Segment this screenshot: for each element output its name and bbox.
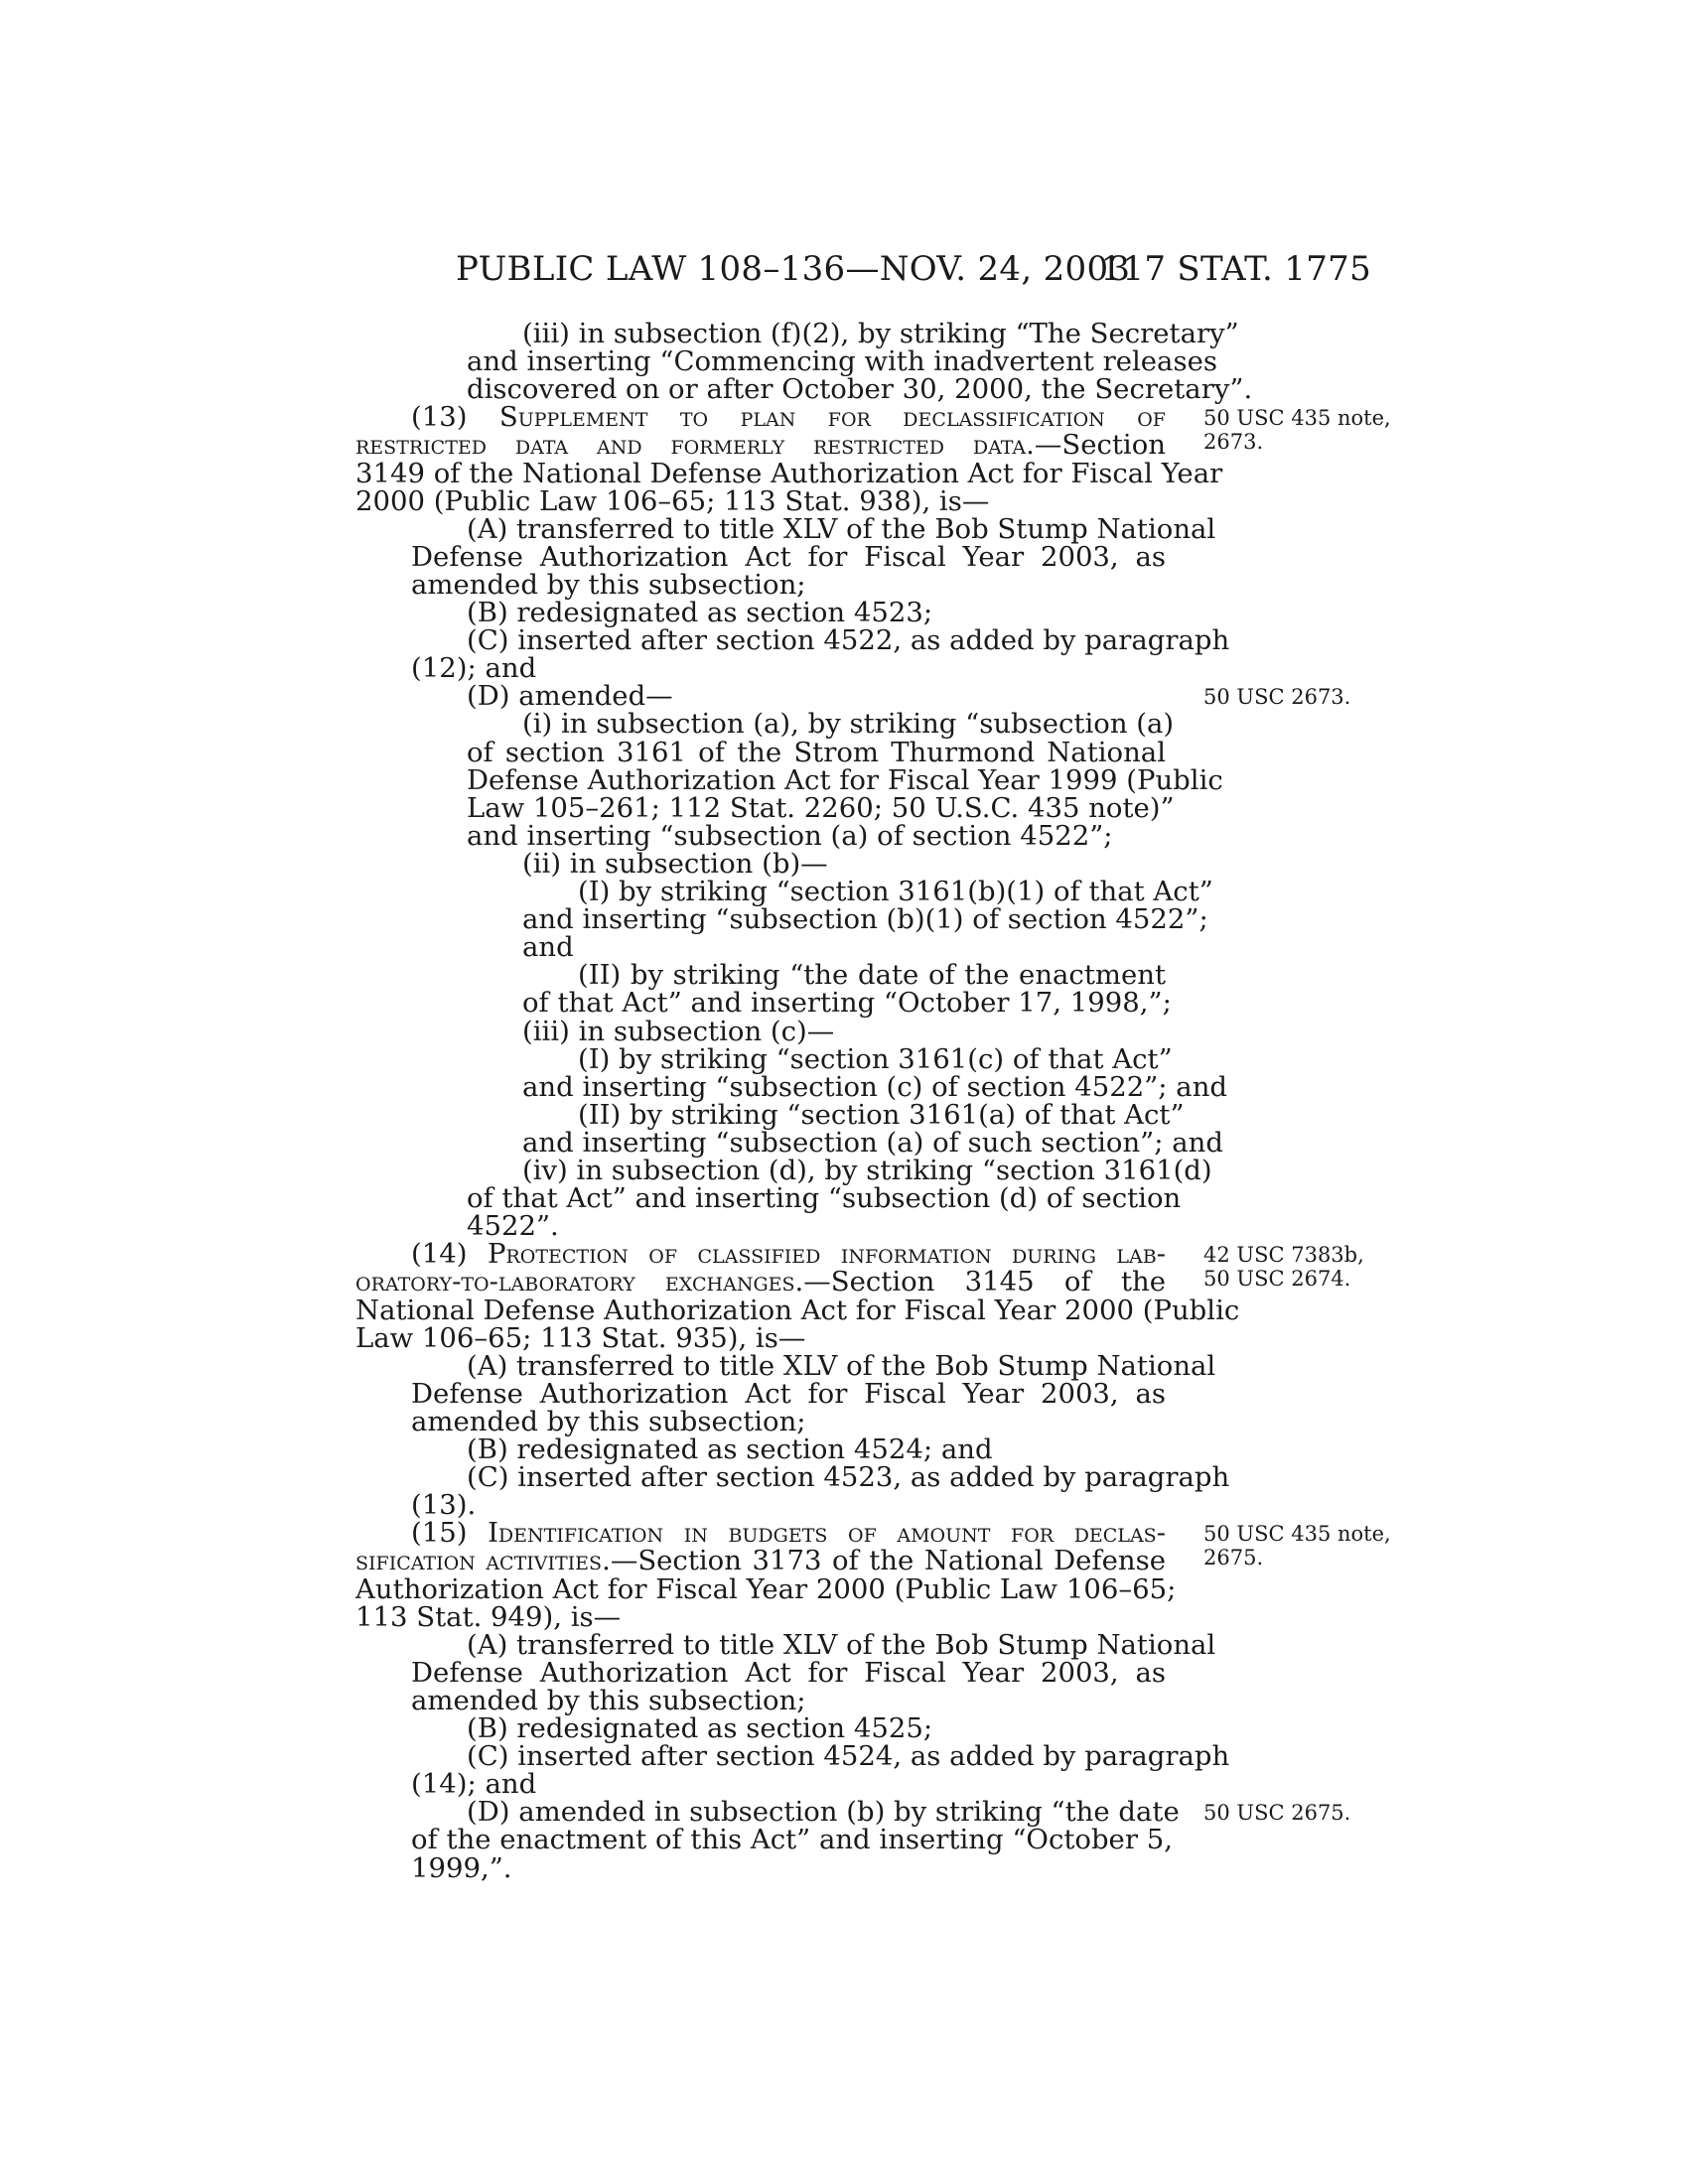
line-text: (13) [411, 401, 499, 434]
text-line [522, 903, 1208, 936]
text-line [411, 652, 1166, 685]
text-line [522, 1015, 1166, 1047]
text-line [522, 1126, 1223, 1159]
text-line [467, 680, 1166, 713]
margin-citation: 50 USC 2675. [1203, 1801, 1351, 1826]
text-line [578, 1042, 1173, 1075]
text-line [411, 1238, 1166, 1271]
text-line [578, 959, 1166, 992]
text-line [467, 736, 1166, 768]
text-line [467, 1714, 1166, 1742]
line-text-after-heading: —Section [1034, 429, 1166, 462]
text-line [467, 819, 1166, 852]
text-line [411, 1824, 1173, 1856]
line-text: Defense Authorization Act for Fiscal Year 1999 (Public [467, 763, 1223, 796]
text-line [522, 1070, 1228, 1103]
line-text: and inserting “Commencing with inadvertent releases [467, 345, 1217, 378]
line-text: of that Act” and inserting “October 17, 1998,”; [522, 987, 1172, 1020]
text-line [411, 1851, 1166, 1884]
text-line [467, 763, 1223, 796]
text-line [355, 1268, 1166, 1296]
line-text: 1999,”. [411, 1851, 512, 1884]
line-text: (ii) in subsection (b)— [522, 847, 828, 880]
section-heading: restricted data and formerly restricted data. [355, 429, 1035, 462]
line-text: (C) inserted after section 4524, as added by paragraph [467, 1740, 1230, 1773]
margin-citation: 50 USC 2674. [1203, 1267, 1351, 1292]
text-line [355, 1545, 1166, 1577]
line-text: (B) redesignated as section 4523; [467, 597, 933, 628]
text-line [467, 599, 1166, 626]
line-text: Defense Authorization Act for Fiscal Year 2003, as [411, 1377, 1166, 1410]
line-text: (i) in subsection (a), by striking “subsection (a) [522, 708, 1175, 741]
line-text: Law 105–261; 112 Stat. 2260; 50 U.S.C. 435 note)” [467, 791, 1175, 824]
line-text: (A) transferred to title XLV of the Bob Stump National [467, 512, 1216, 545]
text-line [355, 1572, 1177, 1605]
text-line [467, 1740, 1230, 1773]
margin-citation: 2673. [1203, 430, 1264, 455]
text-line [467, 624, 1230, 657]
text-line [355, 1294, 1240, 1326]
text-line [578, 1098, 1185, 1131]
line-text: of the enactment of this Act” and inserting “October 5, [411, 1824, 1173, 1856]
line-text: (13). [411, 1489, 477, 1522]
line-text: Defense Authorization Act for Fiscal Year 2003, as [411, 540, 1166, 573]
line-text: (C) inserted after section 4523, as added by paragraph [467, 1461, 1230, 1494]
line-text: of that Act” and inserting “subsection (d) of section [467, 1182, 1182, 1215]
text-line [522, 847, 1166, 880]
line-text: 113 Stat. 949), is— [355, 1600, 622, 1633]
text-line [355, 1600, 1166, 1633]
text-line [522, 931, 1166, 964]
line-text: and inserting “subsection (a) of such section”; and [522, 1126, 1223, 1159]
line-text: Authorization Act for Fiscal Year 2000 (Public Law 106–65; [355, 1572, 1177, 1605]
section-heading: Identification in budgets of amount for declas- [488, 1517, 1166, 1550]
line-text: (iii) in subsection (f)(2), by striking “The Secretary” [522, 318, 1239, 349]
margin-citation: 42 USC 7383b, [1203, 1243, 1364, 1268]
line-text: 4522”. [467, 1210, 559, 1243]
text-line [355, 484, 1166, 517]
text-line [467, 1628, 1216, 1661]
text-line [467, 1349, 1216, 1382]
text-line [411, 401, 1166, 434]
line-text: (14) [411, 1238, 488, 1271]
line-text: discovered on or after October 30, 2000, the Secretary”. [467, 373, 1253, 406]
line-text: (iv) in subsection (d), by striking “section 3161(d) [522, 1155, 1212, 1186]
text-line [467, 373, 1253, 406]
line-text: and [522, 931, 574, 964]
line-text-after-heading: —Section 3173 of the National Defense [610, 1545, 1166, 1577]
text-line [467, 1435, 1166, 1463]
line-text: (B) redesignated as section 4525; [467, 1712, 933, 1744]
text-line [467, 1796, 1180, 1829]
text-line [411, 1684, 1166, 1716]
line-text: (II) by striking “section 3161(a) of that Act” [578, 1098, 1185, 1131]
text-line [411, 540, 1166, 573]
line-text: (A) transferred to title XLV of the Bob Stump National [467, 1349, 1216, 1382]
margin-citation: 2675. [1203, 1546, 1264, 1570]
line-text: (C) inserted after section 4522, as added by paragraph [467, 624, 1230, 657]
line-text: amended by this subsection; [411, 568, 806, 601]
margin-citation: 50 USC 435 note, [1203, 406, 1391, 431]
line-text: amended by this subsection; [411, 1405, 806, 1437]
line-text: (II) by striking “the date of the enactment [578, 959, 1166, 992]
line-text: (D) amended in subsection (b) by striking “the date [467, 1796, 1180, 1829]
line-text: Law 106–65; 113 Stat. 935), is— [355, 1321, 806, 1354]
line-text-after-heading: —Section 3145 of the [803, 1266, 1166, 1298]
line-text: (15) [411, 1517, 489, 1550]
line-text: (iii) in subsection (c)— [522, 1015, 835, 1047]
line-text: 2000 (Public Law 106–65; 113 Stat. 938), is— [355, 484, 990, 517]
line-text: (I) by striking “section 3161(b)(1) of that Act” [578, 876, 1213, 907]
text-line [411, 1405, 1166, 1437]
text-line [467, 512, 1216, 545]
line-text: and inserting “subsection (b)(1) of section 4522”; [522, 903, 1208, 936]
page-header [456, 249, 1371, 289]
text-line [411, 1489, 1166, 1522]
running-head: PUBLIC LAW 108–136—NOV. 24, 2003 [456, 249, 1131, 289]
section-heading: Protection of classified information during lab- [487, 1238, 1166, 1271]
line-text: amended by this subsection; [411, 1684, 806, 1716]
line-text: and inserting “subsection (a) of section 4522”; [467, 819, 1113, 852]
text-line [355, 1321, 1166, 1354]
text-line [467, 791, 1175, 824]
line-text: (I) by striking “section 3161(c) of that Act” [578, 1042, 1173, 1075]
text-line [355, 457, 1223, 489]
line-text: 3149 of the National Defense Authorization Act for Fiscal Year [355, 457, 1223, 489]
text-line [467, 1182, 1182, 1215]
text-line [578, 876, 1213, 907]
section-heading: Supplement to plan for declassification of [498, 401, 1166, 434]
text-line [522, 318, 1239, 349]
line-text: and inserting “subsection (c) of section 4522”; and [522, 1070, 1228, 1103]
text-line [467, 1210, 1166, 1243]
text-line [522, 708, 1175, 741]
line-text: (12); and [411, 652, 537, 685]
line-text: (14); and [411, 1768, 537, 1801]
text-line [411, 1656, 1166, 1689]
text-line [411, 1768, 1166, 1801]
line-text: of section 3161 of the Strom Thurmond National [467, 736, 1166, 768]
line-text: (D) amended— [467, 680, 673, 713]
margin-citation: 50 USC 2673. [1203, 685, 1351, 710]
statute-page-number: 117 STAT. 1775 [1100, 249, 1371, 289]
line-text: (B) redesignated as section 4524; and [467, 1433, 993, 1465]
line-text: Defense Authorization Act for Fiscal Year 2003, as [411, 1656, 1166, 1689]
text-line [411, 1517, 1166, 1550]
text-line [467, 1461, 1230, 1494]
text-line [467, 345, 1217, 378]
line-text: National Defense Authorization Act for Fiscal Year 2000 (Public [355, 1294, 1240, 1326]
text-line [522, 987, 1172, 1020]
section-heading: sification activities. [355, 1545, 611, 1577]
line-text: (A) transferred to title XLV of the Bob Stump National [467, 1628, 1216, 1661]
text-line [522, 1155, 1212, 1186]
margin-citation: 50 USC 435 note, [1203, 1522, 1391, 1547]
section-heading: oratory-to-laboratory exchanges. [355, 1266, 804, 1298]
text-line [411, 1377, 1166, 1410]
text-line [411, 568, 1166, 601]
text-line [355, 429, 1166, 462]
